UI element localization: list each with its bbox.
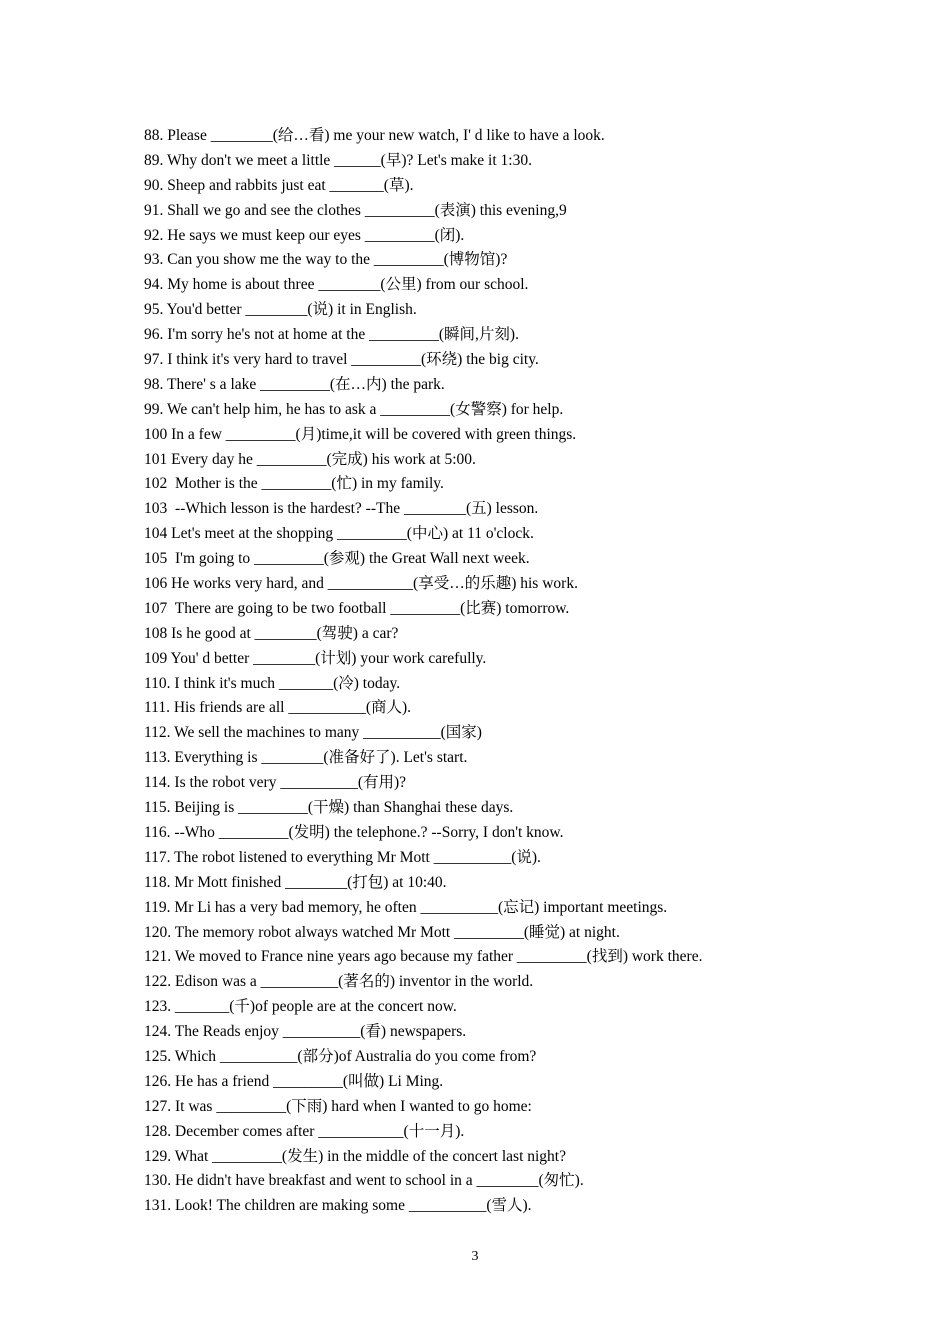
exercise-line: 127. It was _________(下雨) hard when I wanted to go home: xyxy=(144,1097,532,1115)
exercise-line: 92. He says we must keep our eyes _________(闭). xyxy=(144,226,465,244)
exercise-line: 111. His friends are all __________(商人). xyxy=(144,699,412,717)
exercise-line: 109 You' d better ________(计划) your work carefully. xyxy=(144,649,487,667)
exercise-line: 126. He has a friend _________(叫做) Li Ming. xyxy=(144,1072,444,1090)
exercise-line: 117. The robot listened to everything Mr Mott __________(说). xyxy=(144,848,541,866)
exercise-line: 110. I think it's much _______(冷) today. xyxy=(144,674,401,692)
exercise-list xyxy=(144,124,884,1219)
exercise-line: 118. Mr Mott finished ________(打包) at 10:40. xyxy=(144,873,447,891)
exercise-line: 103 --Which lesson is the hardest? --The ________(五) lesson. xyxy=(144,500,539,518)
exercise-line: 125. Which __________(部分)of Australia do you come from? xyxy=(144,1047,537,1065)
exercise-line: 93. Can you show me the way to the _________(博物馆)? xyxy=(144,251,508,269)
exercise-line: 129. What _________(发生) in the middle of the concert last night? xyxy=(144,1147,566,1165)
exercise-line: 119. Mr Li has a very bad memory, he often __________(忘记) important meetings. xyxy=(144,898,668,916)
exercise-line: 123. _______(千)of people are at the concert now. xyxy=(144,998,457,1016)
exercise-line: 101 Every day he _________(完成) his work at 5:00. xyxy=(144,450,476,468)
exercise-line: 91. Shall we go and see the clothes _________(表演) this evening,9 xyxy=(144,201,567,219)
exercise-line: 130. He didn't have breakfast and went to school in a ________(匆忙). xyxy=(144,1172,584,1190)
exercise-line: 114. Is the robot very __________(有用)? xyxy=(144,774,407,792)
exercise-line: 122. Edison was a __________(著名的) inventor in the world. xyxy=(144,973,534,991)
exercise-line: 90. Sheep and rabbits just eat _______(草). xyxy=(144,176,414,194)
exercise-line: 106 He works very hard, and ___________(享受…的乐趣) his work. xyxy=(144,575,578,593)
exercise-line: 116. --Who _________(发明) the telephone.? --Sorry, I don't know. xyxy=(144,823,564,841)
exercise-line: 104 Let's meet at the shopping _________(中心) at 11 o'clock. xyxy=(144,525,534,543)
page-number: 3 xyxy=(471,1249,479,1264)
exercise-line: 102 Mother is the _________(忙) in my family. xyxy=(144,475,444,493)
exercise-line: 94. My home is about three ________(公里) from our school. xyxy=(144,276,529,294)
exercise-line: 115. Beijing is _________(干燥) than Shanghai these days. xyxy=(144,799,514,817)
exercise-line: 89. Why don't we meet a little ______(早)? Let's make it 1:30. xyxy=(144,151,532,169)
exercise-line: 128. December comes after ___________(十一月). xyxy=(144,1122,465,1140)
exercise-line: 100 In a few _________(月)time,it will be covered with green things. xyxy=(144,425,577,443)
exercise-line: 97. I think it's very hard to travel _________(环绕) the big city. xyxy=(144,351,539,369)
exercise-line: 131. Look! The children are making some __________(雪人). xyxy=(144,1197,532,1215)
exercise-line: 112. We sell the machines to many __________(国家) xyxy=(144,724,482,742)
exercise-line: 121. We moved to France nine years ago because my father _________(找到) work there. xyxy=(144,948,703,966)
exercise-line: 124. The Reads enjoy __________(看) newspapers. xyxy=(144,1023,467,1041)
exercise-line: 96. I'm sorry he's not at home at the _________(瞬间,片刻). xyxy=(144,326,519,344)
exercise-line: 88. Please ________(给…看) me your new watch, I' d like to have a look. xyxy=(144,127,605,144)
exercise-line: 95. You'd better ________(说) it in English. xyxy=(144,301,417,319)
exercise-line: 108 Is he good at ________(驾驶) a car? xyxy=(144,624,399,642)
exercise-line: 98. There' s a lake _________(在…内) the park. xyxy=(144,375,445,393)
exercise-line: 113. Everything is ________(准备好了). Let's start. xyxy=(144,749,468,767)
exercise-line: 107 There are going to be two football _________(比赛) tomorrow. xyxy=(144,599,570,617)
exercise-line: 99. We can't help him, he has to ask a _________(女警察) for help. xyxy=(144,400,564,418)
exercise-line: 120. The memory robot always watched Mr Mott _________(睡觉) at night. xyxy=(144,923,620,941)
exercise-line: 105 I'm going to _________(参观) the Great Wall next week. xyxy=(144,550,530,568)
